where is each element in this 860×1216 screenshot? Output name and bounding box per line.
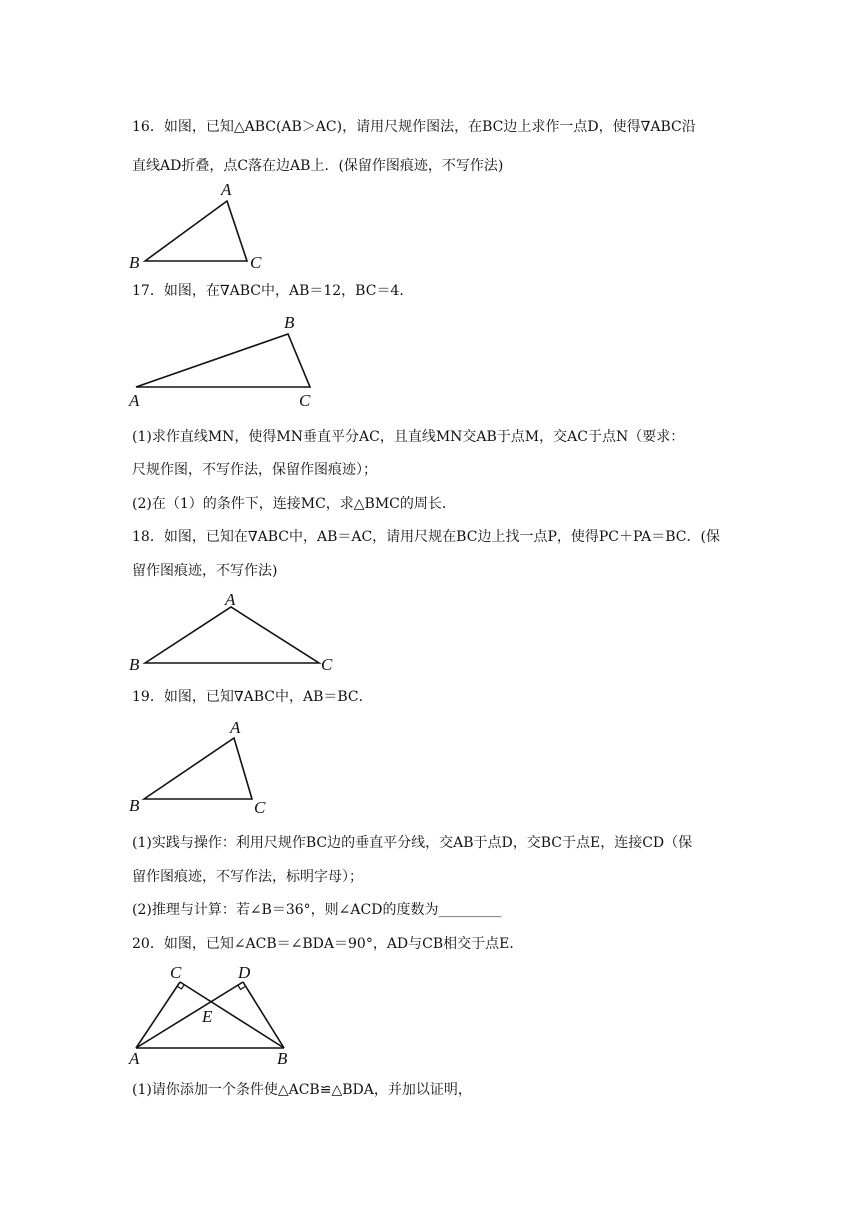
p18-triangle-figure [126,590,346,674]
p20-q1: (1)请你添加一个条件使△ACB≌△BDA，并加以证明， [132,1082,472,1098]
p20-label-E: E [202,1007,213,1026]
p20-label-B: B [277,1049,288,1068]
p20-text-line1: 20．如图，已知∠ACB＝∠BDA＝90°，AD与CB相交于点E． [132,936,524,952]
p20-segment-DB [243,982,284,1048]
p18-text-line1: 18．如图，已知在∇ABC中，AB＝AC，请用尺规在BC边上找一点P，使得PC＋PA＝BC．(保 [132,529,720,545]
p17-q1-line2: 尺规作图，不写作法，保留作图痕迹）； [132,462,377,478]
p16-label-C: C [250,253,262,272]
p18-triangle [145,607,319,663]
p20-figure [126,962,306,1070]
p19-triangle-figure [126,716,276,818]
p19-text-line1: 19．如图，已知∇ABC中，AB＝BC． [132,689,373,705]
p20-label-C: C [170,963,182,982]
p19-label-C: C [254,798,266,817]
p20-label-D: D [238,963,251,982]
p20-segment-AC [136,982,180,1048]
p16-triangle-figure [126,180,276,272]
p16-text-line1: 16．如图，已知△ABC(AB＞AC)，请用尺规作图法，在BC边上求作一点D，使得∇ABC沿 [132,119,696,135]
p20-segment-AD [136,982,243,1048]
p20-label-A: A [129,1049,140,1068]
p19-triangle [144,738,252,799]
p17-label-A: A [129,391,140,410]
p19-q2: (2)推理与计算：若∠B＝36°，则∠ACD的度数为_________ [132,902,502,918]
p18-label-C: C [321,655,333,674]
p17-q1-line1: (1)求作直线MN，使得MN垂直平分AC，且直线MN交AB于点M，交AC于点N（要求： [132,429,685,445]
p19-q1-line1: (1)实践与操作：利用尺规作BC边的垂直平分线，交AB于点D，交BC于点E，连接CD（保 [132,835,693,851]
p19-q1-line2: 留作图痕迹，不写作法，标明字母）； [132,869,363,885]
p17-q2: (2)在（1）的条件下，连接MC，求△BMC的周长． [132,496,456,512]
p18-label-A: A [225,590,236,609]
p17-triangle-figure [126,310,326,410]
p17-triangle [136,334,310,387]
p18-text-line2: 留作图痕迹，不写作法) [132,563,278,579]
p17-label-B: B [284,313,295,332]
p19-label-B: B [129,796,140,815]
p17-label-C: C [299,391,311,410]
p17-text-line1: 17．如图，在∇ABC中，AB＝12，BC＝4． [132,283,414,299]
p16-label-A: A [221,180,232,199]
p16-triangle [145,201,247,261]
p20-segment-CB [180,982,284,1048]
p19-label-A: A [230,718,241,737]
p16-text-line2: 直线AD折叠，点C落在边AB上．(保留作图痕迹，不写作法) [132,158,504,174]
p16-label-B: B [129,253,140,272]
p18-label-B: B [129,655,140,674]
